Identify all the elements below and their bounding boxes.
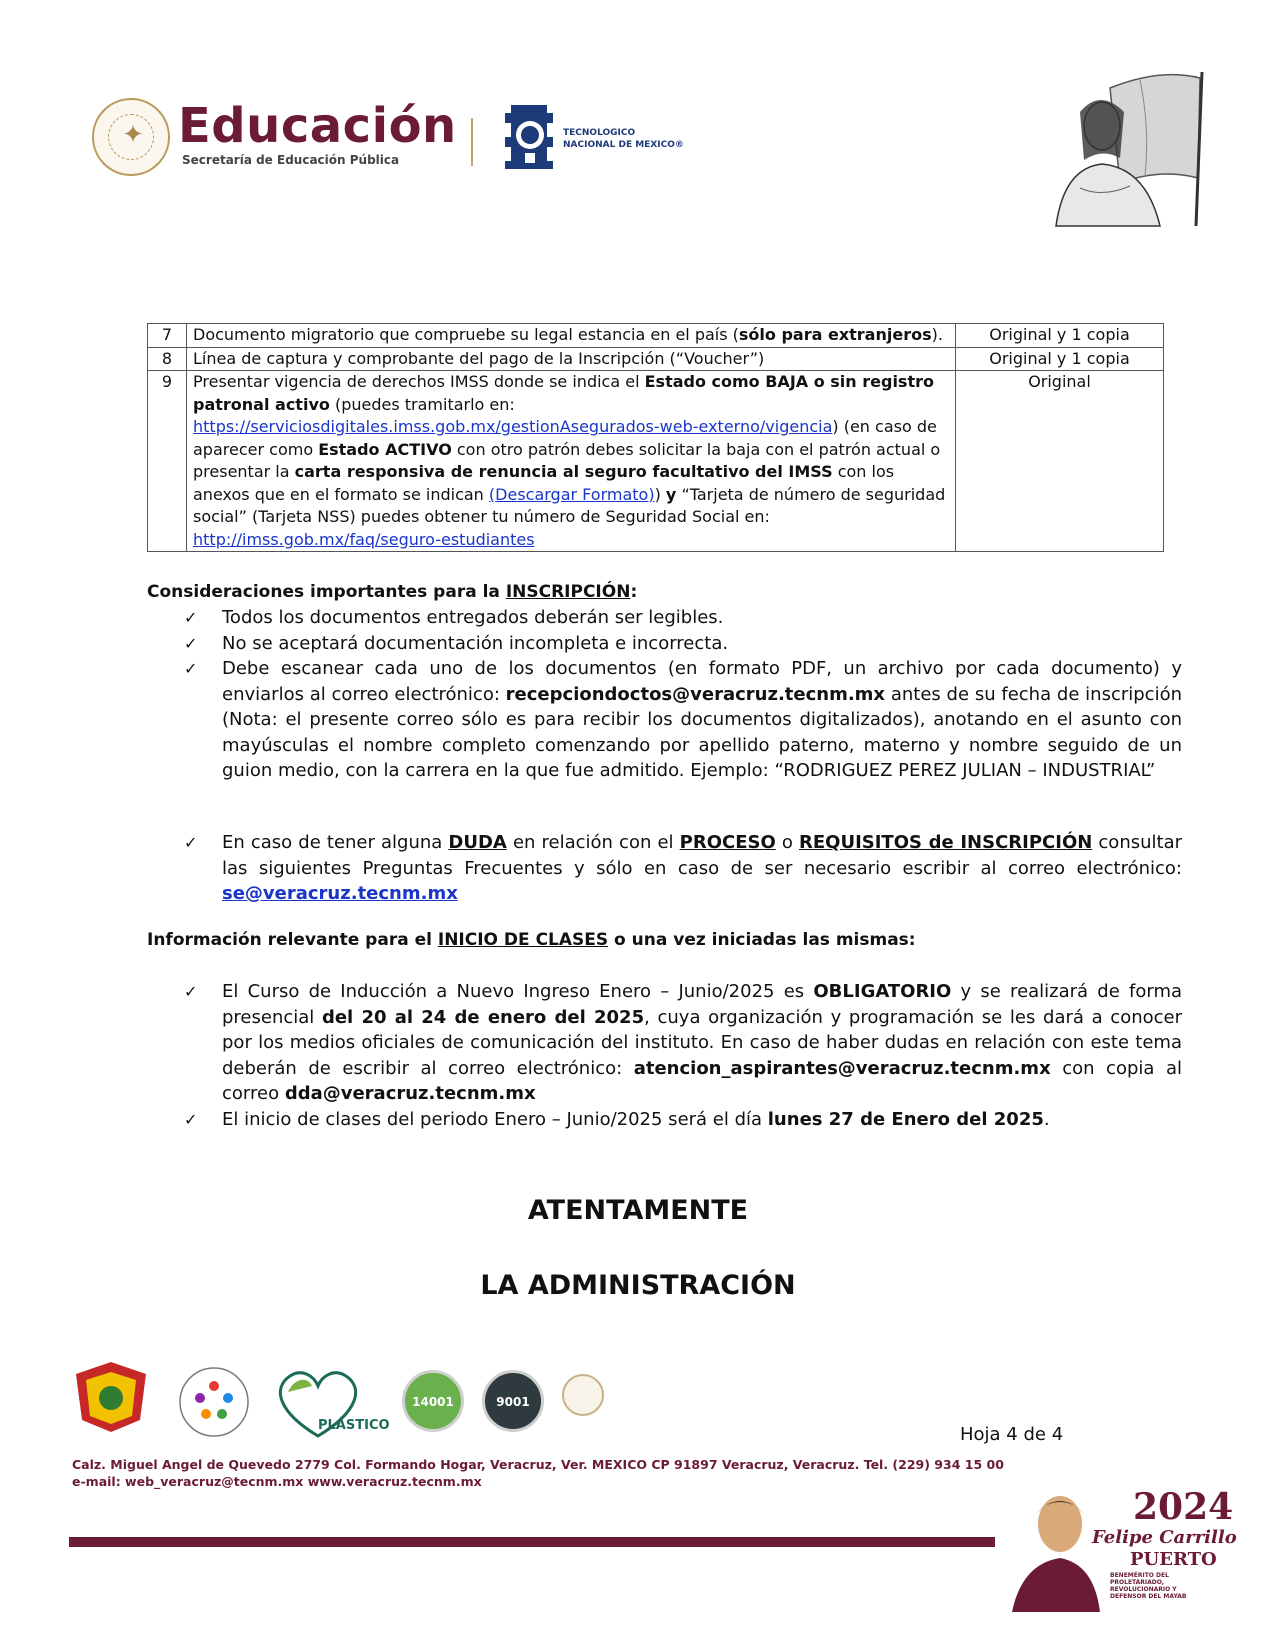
list-item: ✓ El inicio de clases del periodo Enero – Junio/2025 será el día lunes 27 de Enero del 2025. [184, 1107, 1182, 1133]
tecnm-gear-logo [503, 101, 555, 173]
download-format-link[interactable]: (Descargar Formato) [488, 484, 655, 504]
sep-seal-logo [92, 98, 170, 176]
requirements-table [147, 323, 1164, 552]
row-description: Documento migratorio que compruebe su legal estancia en el país (sólo para extranjeros). [187, 324, 956, 348]
list-item: ✓ Debe escanear cada uno de los documentos (en formato PDF, un archivo por cada documento) y enviarlos al correo electrónico: recepciondoctos@veracruz.tecnm.mx antes de su fecha de inscripción (Nota: el presente correo sólo es para recibir los documentos digitalizados), anotando en el asunto con mayúsculas el nombre completo comenzando por apellido paterno, materno y nombre seguido de un guion medio, con la carrera en la que fue admitido. Ejemplo: “RODRIGUEZ PEREZ JULIAN – INDUSTRIAL” [184, 658, 1182, 781]
check-icon: ✓ [184, 833, 198, 852]
table-row [148, 347, 1164, 371]
footer-address: Calz. Miguel Angel de Quevedo 2779 Col. Formando Hogar, Veracruz, Ver. MEXICO CP 91897 Veracruz, Veracruz. Tel. (229) 934 15 00 e-mail: web_veracruz@tecnm.mx www.veracruz.tecnm.mx [72, 1457, 1004, 1489]
dda-email: dda@veracruz.tecnm.mx [284, 1083, 536, 1104]
equality-norm-logo [176, 1364, 252, 1440]
plastic-free-label: PLÁSTICO [318, 1418, 390, 1433]
commemorative-year: 2024 [1133, 1486, 1234, 1528]
row-copies: Original [956, 371, 1164, 552]
brand-subtitle: Secretaría de Educación Pública [182, 153, 400, 167]
imss-vigencia-link[interactable]: https://serviciosdigitales.imss.gob.mx/gestionAsegurados-web-externo/vigencia [193, 417, 833, 436]
signatory: LA ADMINISTRACIÓN [480, 1270, 796, 1301]
list-item: ✓ En caso de tener alguna DUDA en relación con el PROCESO o REQUISITOS de INSCRIPCIÓN consultar las siguientes Preguntas Frecuentes y sólo en caso de ser necesario escribir al correo electrónico: se@veracruz.tecnm.mx [184, 832, 1183, 904]
considerations-title: Consideraciones importantes para la INSCRIPCIÓN: [147, 582, 638, 602]
closing-salutation: ATENTAMENTE [527, 1195, 749, 1226]
row-number: 9 [148, 371, 187, 552]
eagle-icon: ✦ [122, 120, 144, 150]
table-row [148, 324, 1164, 348]
flag-woman-illustration [1050, 68, 1206, 228]
tecnm-name: TECNOLOGICO NACIONAL DE MEXICO® [563, 128, 684, 150]
check-icon: ✓ [184, 1109, 198, 1129]
itv-shield-logo [70, 1360, 152, 1434]
check-icon: ✓ [184, 608, 198, 627]
list-item: ✓ No se aceptará documentación incompleta e incorrecta. [184, 631, 1182, 657]
certification-seal-logo [562, 1374, 604, 1416]
check-icon: ✓ [184, 633, 198, 653]
header-divider [471, 118, 473, 166]
row-description: Presentar vigencia de derechos IMSS donde se indica el Estado como BAJA o sin registro patronal activo (puedes tramitarlo en: https://serviciosdigitales.imss.gob.mx/gestionAsegurados-web-externo/vigencia) (en caso de aparecer como Estado ACTIVO con otro patrón debes solicitar la baja con el patrón actual o presentar la carta responsiva de renuncia al seguro facultativo del IMSS con los anexos que en el formato se indican (Descargar Formato)) y “Tarjeta de número de seguridad social” (Tarjeta NSS) puedes obtener tu número de Seguridad Social en: http://imss.gob.mx/faq/seguro-estudiantes [187, 371, 956, 552]
considerations-list [184, 605, 1182, 784]
se-email-link[interactable]: se@veracruz.tecnm.mx [222, 883, 458, 904]
table-row [148, 371, 1164, 552]
list-item: ✓ El Curso de Inducción a Nuevo Ingreso Enero – Junio/2025 es OBLIGATORIO y se realizará de forma presencial del 20 al 24 de enero del 2025, cuya organización y programación se les dará a conocer por los medios oficiales de comunicación del instituto. En caso de haber dudas en relación con este tema deberán de escribir al correo electrónico: atencion_aspirantes@veracruz.tecnm.mx con copia al correo dda@veracruz.tecnm.mx [184, 981, 1183, 1104]
list-item: ✓ Todos los documentos entregados deberán ser legibles. [184, 605, 1182, 631]
doubts-list [184, 830, 1182, 907]
row-number: 7 [148, 324, 187, 348]
honoree-name: Felipe Carrillo [1092, 1527, 1237, 1548]
iso9001-badge: 9001 [482, 1370, 544, 1432]
reception-email: recepciondoctos@veracruz.tecnm.mx [505, 683, 886, 705]
row-copies: Original y 1 copia [956, 347, 1164, 371]
honoree-surname: PUERTO [1130, 1549, 1217, 1570]
row-description: Línea de captura y comprobante del pago de la Inscripción (“Voucher”) [187, 347, 956, 371]
brand-title: Educación [178, 98, 457, 154]
footer-bar [69, 1537, 995, 1547]
row-copies: Original y 1 copia [956, 324, 1164, 348]
aspirants-email: atencion_aspirantes@veracruz.tecnm.mx [633, 1057, 1051, 1079]
classes-list [184, 979, 1182, 1132]
row-number: 8 [148, 347, 187, 371]
honoree-title: BENEMÉRITO DEL PROLETARIADO, REVOLUCIONARIO Y DEFENSOR DEL MAYAB [1110, 1572, 1187, 1600]
felipe-carrillo-portrait [1004, 1484, 1100, 1612]
iso14001-badge: 14001 [402, 1370, 464, 1432]
check-icon: ✓ [184, 982, 198, 1001]
check-icon: ✓ [184, 659, 198, 678]
imss-students-faq-link[interactable]: http://imss.gob.mx/faq/seguro-estudiantes [193, 529, 535, 549]
page-number: Hoja 4 de 4 [960, 1424, 1064, 1445]
classes-title: Información relevante para el INICIO DE CLASES o una vez iniciadas las mismas: [147, 930, 916, 950]
